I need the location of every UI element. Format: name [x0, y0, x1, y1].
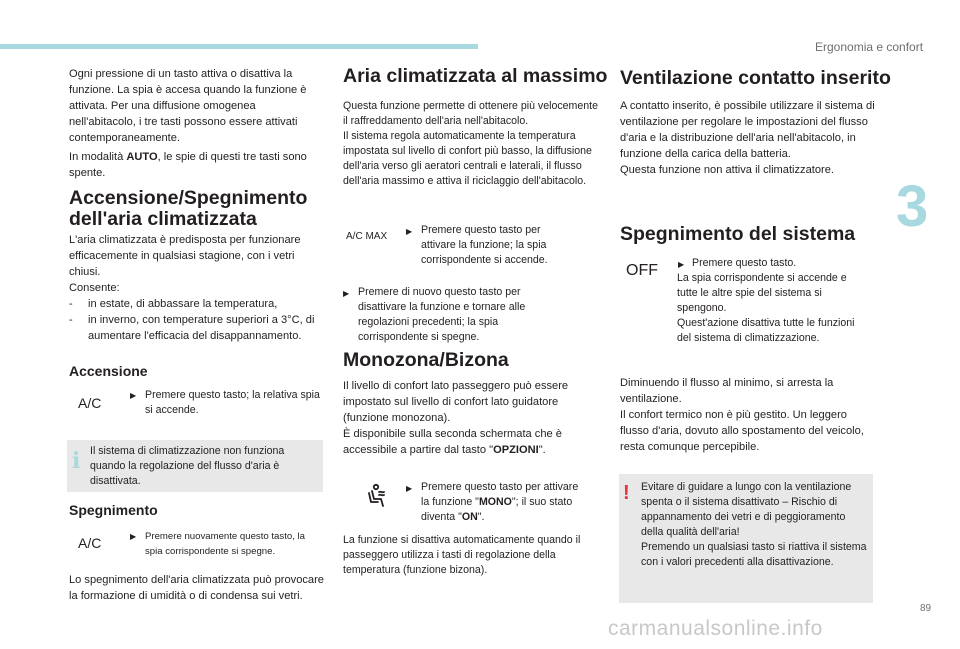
warning-box — [619, 474, 873, 603]
warning-icon: ! — [623, 482, 630, 504]
info-note-box — [67, 440, 323, 492]
aria-max-body: Questa funzione permette di ottenere più velocemente il raffreddamento dell'aria nell'abitacolo. Il sistema regola automaticamente la temperatura impostata sul livello di confort più basso, la diffusione dell'aria verso gli aeratori centrali e laterali, il flusso dell'aria massimo e attiva il riciclaggio dell'abitacolo. — [343, 100, 598, 187]
arrow-bullet-icon: ▶ — [406, 227, 413, 236]
ac-max-key-label: A/C MAX — [346, 231, 388, 242]
list-item: - in inverno, con temperature superiori a 3°C, di aumentare l'efficacia del disappannamento. — [69, 314, 315, 342]
header-accent-bar — [0, 44, 478, 49]
ac-max-again-text: Premere di nuovo questo tasto per disattivare la funzione e tornare alle regolazioni precedenti; la spia corrispondente si spegne. — [358, 286, 526, 343]
aircon-list — [69, 296, 325, 344]
section-title: Ergonomia e confort — [815, 40, 924, 54]
arrow-bullet-icon: ▶ — [343, 289, 350, 298]
spegnimento-text: Premere nuovamente questo tasto, la spia corrispondente si spegne. — [145, 531, 305, 557]
ventilazione-title: Ventilazione contatto inserito — [620, 67, 891, 89]
monozona-body: Il livello di confort lato passeggero può essere impostato sul livello di confort lato guidatore (funzione monozona). È disponibile sulla seconda schermata che è accessibile a partire dal tasto "OPZIONI". — [343, 380, 569, 456]
chapter-number: 3 — [896, 174, 929, 239]
accensione-text: Premere questo tasto; la relativa spia si accende. — [145, 389, 320, 416]
ventilazione-body: A contatto inserito, è possibile utilizzare il sistema di ventilazione per regolare le impostazioni del flusso d'aria e la distribuzione dell'aria nell'abitacolo, in funzione della carica della batteria. Questa funzione non attiva il climatizzatore. — [620, 100, 875, 176]
spegnimento-sistema-title: Spegnimento del sistema — [620, 223, 856, 245]
intro-paragraph: Ogni pressione di un tasto attiva o disattiva la funzione. La spia è accesa quando la funzione è attivata. Per una diffusione omogenea nell'abitacolo, i tre tasti possono essere attivati contemporaneamente. — [69, 68, 307, 144]
arrow-bullet-icon: ▶ — [130, 532, 137, 541]
ac-max-text: Premere questo tasto per attivare la funzione; la spia corrispondente si accende. — [421, 224, 548, 266]
watermark: carmanualsonline.info — [608, 617, 823, 640]
mono-footer: La funzione si disattiva automaticamente quando il passeggero utilizza i tasti di regolazione della temperatura (funzione bizona). — [343, 534, 581, 576]
info-note-text: Il sistema di climatizzazione non funziona quando la regolazione del flusso d'aria è disattivata. — [90, 445, 285, 487]
ventilazione-body-2: Diminuendo il flusso al minimo, si arresta la ventilazione. Il confort termico non è più gestito. Un leggero flusso d'aria, dovuto allo spostamento del veicolo, resta comunque percepibile. — [620, 377, 864, 453]
closing-paragraph: Lo spegnimento dell'aria climatizzata può provocare la formazione di umidità o di condensa sui vetri. — [69, 574, 324, 602]
monozona-title: Monozona/Bizona — [343, 349, 509, 371]
page-number: 89 — [920, 603, 932, 614]
off-key-label: OFF — [626, 262, 658, 279]
info-icon: i — [72, 448, 81, 474]
warning-text: Evitare di guidare a lungo con la ventilazione spenta o il sistema disattivato – Rischio di appannamento dei vetri e di peggioramento della qualità dell'aria! Premendo un qualsiasi tasto si riattiva il sistema con i valori precedenti alla disattivazione. — [641, 481, 867, 568]
ac-key-label: A/C — [78, 395, 102, 411]
seat-fan-icon — [364, 483, 390, 509]
arrow-bullet-icon: ▶ — [678, 260, 685, 269]
aria-max-title: Aria climatizzata al massimo — [343, 65, 608, 87]
arrow-bullet-icon: ▶ — [130, 391, 137, 400]
arrow-bullet-icon: ▶ — [406, 484, 413, 493]
list-item: - in estate, di abbassare la temperatura, — [69, 298, 278, 310]
mono-text: Premere questo tasto per attivare la funzione "MONO"; il suo stato diventa "ON". — [421, 481, 579, 523]
spegnimento-title: Spegnimento — [69, 502, 158, 518]
accensione-title: Accensione — [69, 363, 148, 379]
off-text: Premere questo tasto. La spia corrispondente si accende e tutte le altre spie del sistema si spengono. Quest'azione disattiva tutte le funzioni del sistema di climatizzazione. — [677, 257, 855, 344]
auto-paragraph: In modalità AUTO, le spie di questi tre tasti sono spente. — [69, 151, 307, 179]
aircon-body: L'aria climatizzata è predisposta per funzionare efficacemente in qualsiasi stagione, con i vetri chiusi. Consente: — [69, 234, 301, 294]
ac-key-label-off: A/C — [78, 535, 102, 551]
section-title-accensione-spegnimento: Accensione/Spegnimento dell'aria climatizzata — [69, 187, 308, 230]
